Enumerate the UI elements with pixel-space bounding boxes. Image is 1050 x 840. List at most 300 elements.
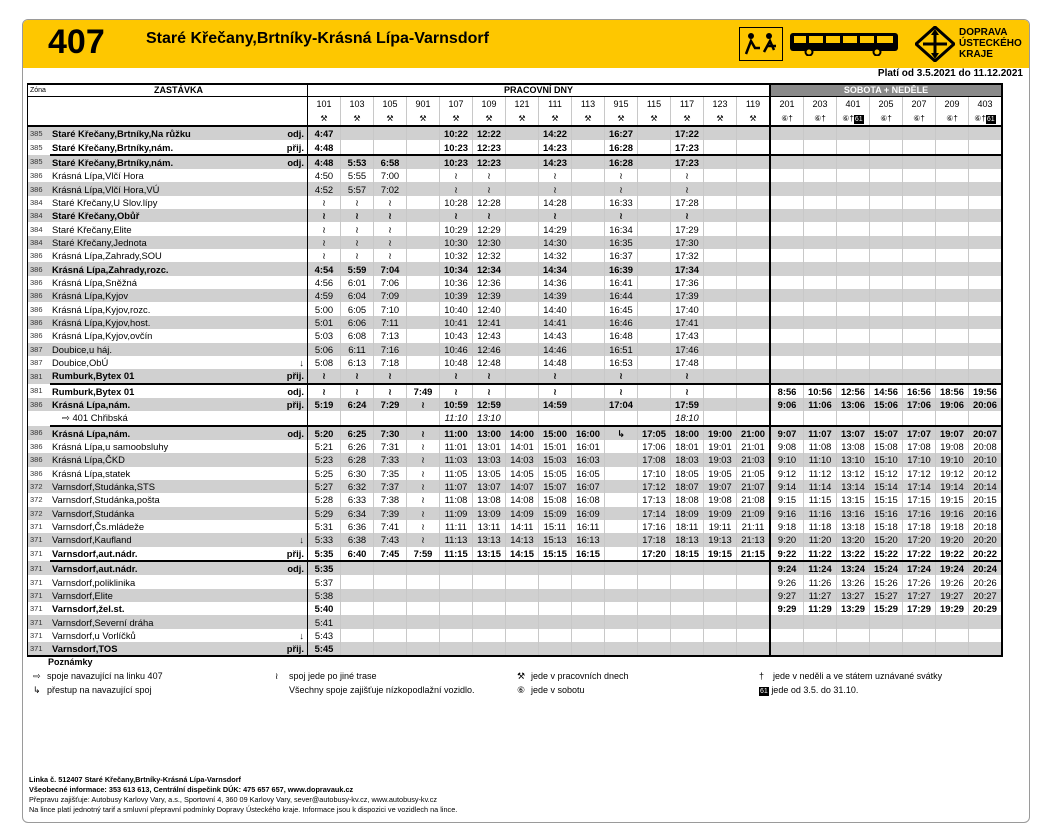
time-cell <box>704 329 737 342</box>
time-cell: 6:01 <box>341 276 374 289</box>
time-cell: ≀ <box>605 182 638 195</box>
time-cell <box>605 561 638 575</box>
time-cell: ≀ <box>374 384 407 398</box>
time-cell <box>407 356 440 369</box>
time-cell: 11:07 <box>804 426 837 440</box>
time-cell: 11:05 <box>440 467 473 480</box>
zone-cell: 387 <box>28 343 51 356</box>
zone-cell: 386 <box>28 440 51 453</box>
time-cell <box>903 615 936 628</box>
trip-number: 111 <box>539 97 572 112</box>
time-cell: 14:23 <box>539 140 572 154</box>
time-cell: 16:05 <box>572 467 605 480</box>
table-row <box>28 480 1003 493</box>
zone-cell: 381 <box>28 369 51 383</box>
time-cell <box>837 615 870 628</box>
arr-dep-label <box>278 453 308 466</box>
time-cell <box>638 302 671 315</box>
time-cell <box>638 411 671 425</box>
trip-number: 401 <box>837 97 870 112</box>
trip-symbol <box>308 111 341 126</box>
time-cell <box>374 575 407 588</box>
time-cell: 17:29 <box>903 602 936 615</box>
time-cell: ≀ <box>341 369 374 383</box>
time-cell: 16:34 <box>605 222 638 235</box>
stop-name: Varnsdorf,Severní dráha <box>50 615 278 628</box>
time-cell: 7:16 <box>374 343 407 356</box>
notes-title: Poznámky <box>48 657 93 667</box>
time-cell <box>407 369 440 383</box>
time-cell <box>969 249 1003 262</box>
time-cell: ≀ <box>308 196 341 209</box>
time-cell <box>704 140 737 154</box>
time-cell <box>704 356 737 369</box>
time-cell: 4:48 <box>308 155 341 169</box>
zone-cell: 371 <box>28 561 51 575</box>
time-cell <box>804 182 837 195</box>
arr-dep-label <box>278 316 308 329</box>
time-cell <box>969 302 1003 315</box>
time-cell <box>870 302 903 315</box>
time-cell: 5:55 <box>341 169 374 182</box>
table-row <box>28 302 1003 315</box>
time-cell: 13:18 <box>837 520 870 533</box>
time-cell <box>506 589 539 602</box>
time-cell: 17:23 <box>671 140 704 154</box>
time-cell <box>572 196 605 209</box>
time-cell <box>572 209 605 222</box>
trip-number: 121 <box>506 97 539 112</box>
arr-dep-label <box>278 520 308 533</box>
arr-dep-label <box>278 302 308 315</box>
time-cell <box>936 411 969 425</box>
time-cell: 16:51 <box>605 343 638 356</box>
header-blank <box>28 97 308 112</box>
time-cell <box>572 561 605 575</box>
time-cell: 10:34 <box>440 262 473 275</box>
arr-dep-label: odj. <box>278 155 308 169</box>
stop-name: Krásná Lípa,statek <box>52 467 131 479</box>
time-cell <box>506 575 539 588</box>
trip-symbol <box>737 111 771 126</box>
stop-name: Varnsdorf,poliklinika <box>52 576 136 588</box>
time-cell <box>506 369 539 383</box>
time-cell: 17:30 <box>671 236 704 249</box>
table-row <box>28 289 1003 302</box>
trip-number: 101 <box>308 97 341 112</box>
table-row <box>28 398 1003 411</box>
time-cell: ≀ <box>407 453 440 466</box>
time-cell <box>969 329 1003 342</box>
time-cell: 6:40 <box>341 547 374 561</box>
time-cell: 11:29 <box>804 602 837 615</box>
time-cell: 11:08 <box>804 440 837 453</box>
time-cell: 11:15 <box>440 547 473 561</box>
time-cell <box>737 236 771 249</box>
time-cell: 17:14 <box>638 507 671 520</box>
time-cell <box>638 140 671 154</box>
time-cell <box>506 615 539 628</box>
time-cell <box>969 642 1003 656</box>
time-cell: 12:48 <box>473 356 506 369</box>
time-cell: 7:29 <box>374 398 407 411</box>
time-cell <box>704 236 737 249</box>
time-cell <box>407 343 440 356</box>
time-cell <box>605 507 638 520</box>
arr-dep-label <box>278 182 308 195</box>
time-cell: 5:25 <box>308 467 341 480</box>
time-cell: 15:27 <box>870 589 903 602</box>
time-cell <box>837 140 870 154</box>
table-row <box>28 426 1003 440</box>
zone-header: Zóna <box>28 84 51 97</box>
time-cell <box>737 302 771 315</box>
arr-dep-label <box>278 411 308 425</box>
time-cell: 7:39 <box>374 507 407 520</box>
time-cell <box>969 615 1003 628</box>
time-cell <box>407 126 440 140</box>
time-cell: ≀ <box>671 384 704 398</box>
time-cell: 18:10 <box>671 411 704 425</box>
time-cell <box>539 589 572 602</box>
time-cell: 9:15 <box>770 493 804 506</box>
time-cell: 16:44 <box>605 289 638 302</box>
time-cell: 7:43 <box>374 533 407 546</box>
zone-cell: 386 <box>28 316 51 329</box>
time-cell <box>572 302 605 315</box>
time-cell: 17:32 <box>671 249 704 262</box>
time-cell <box>903 182 936 195</box>
arr-dep-label <box>278 629 308 642</box>
time-cell: 10:39 <box>440 289 473 302</box>
trip-number: 201 <box>770 97 804 112</box>
trip-symbol <box>837 111 870 126</box>
time-cell <box>770 642 804 656</box>
time-cell <box>704 222 737 235</box>
time-cell <box>341 140 374 154</box>
time-cell: 10:59 <box>440 398 473 411</box>
time-cell <box>804 642 837 656</box>
time-cell: 19:16 <box>936 507 969 520</box>
time-cell <box>969 126 1003 140</box>
time-cell <box>704 182 737 195</box>
header-blank <box>28 111 308 126</box>
time-cell: 10:36 <box>440 276 473 289</box>
time-cell: 19:09 <box>704 507 737 520</box>
time-cell: 11:07 <box>440 480 473 493</box>
time-cell: 5:28 <box>308 493 341 506</box>
time-cell: 6:26 <box>341 440 374 453</box>
time-cell <box>506 642 539 656</box>
legend-connection: ⇨ spoje navazující na linku 407 <box>33 671 163 681</box>
time-cell <box>804 356 837 369</box>
zone-cell: 386 <box>28 426 51 440</box>
time-cell: 10:30 <box>440 236 473 249</box>
time-cell <box>473 602 506 615</box>
stop-name: Varnsdorf,aut.nádr. <box>52 547 138 559</box>
stop-name: Krásná Lípa,u samoobsluhy <box>52 441 169 453</box>
bus-icon <box>789 32 901 61</box>
trip-number: 901 <box>407 97 440 112</box>
time-cell: 19:06 <box>936 398 969 411</box>
time-cell <box>638 249 671 262</box>
arr-dep-label <box>278 209 308 222</box>
time-cell: 16:33 <box>605 196 638 209</box>
time-cell <box>770 629 804 642</box>
time-cell: 14:15 <box>506 547 539 561</box>
time-cell: 17:59 <box>671 398 704 411</box>
time-cell <box>407 561 440 575</box>
time-cell <box>506 140 539 154</box>
trip-number: 205 <box>870 97 903 112</box>
time-cell <box>638 384 671 398</box>
time-cell: 17:22 <box>903 547 936 561</box>
time-cell <box>804 222 837 235</box>
arr-dep-label <box>278 480 308 493</box>
trip-symbol <box>440 111 473 126</box>
time-cell: 20:07 <box>969 426 1003 440</box>
time-cell <box>737 196 771 209</box>
accessibility-icon <box>739 27 783 61</box>
time-cell: 17:26 <box>903 575 936 588</box>
stop-name: Staré Křečany,Jednota <box>50 236 278 249</box>
trip-number: 107 <box>440 97 473 112</box>
time-cell <box>737 329 771 342</box>
time-cell <box>506 236 539 249</box>
time-cell <box>572 411 605 425</box>
arr-dep-label: přij. <box>278 140 308 154</box>
time-cell <box>638 209 671 222</box>
time-cell: ≀ <box>374 369 407 383</box>
trip-number: 113 <box>572 97 605 112</box>
time-cell: 19:08 <box>936 440 969 453</box>
time-cell: 7:45 <box>374 547 407 561</box>
time-cell <box>737 561 771 575</box>
time-cell <box>969 140 1003 154</box>
time-cell <box>440 575 473 588</box>
stop-name: Krásná Lípa,nám. <box>50 398 278 411</box>
trip-number: 123 <box>704 97 737 112</box>
time-cell <box>638 629 671 642</box>
stop-name: Varnsdorf,Kaufland <box>50 533 278 546</box>
time-cell <box>341 589 374 602</box>
route-title: Staré Křečany,Brtníky-Krásná Lípa-Varnsdorf <box>146 30 489 47</box>
time-cell <box>804 615 837 628</box>
time-cell: 10:28 <box>440 196 473 209</box>
time-cell: 5:40 <box>308 602 341 615</box>
time-cell: 14:56 <box>870 384 903 398</box>
time-cell: 7:38 <box>374 493 407 506</box>
season-icon: 61 <box>854 115 863 123</box>
time-cell: 5:37 <box>308 575 341 588</box>
time-cell <box>440 629 473 642</box>
time-cell: 12:30 <box>473 236 506 249</box>
time-cell <box>638 196 671 209</box>
time-cell <box>341 629 374 642</box>
time-cell <box>903 169 936 182</box>
time-cell: 17:28 <box>671 196 704 209</box>
legend-sunday: † jede v neděli a ve státem uznávané svátky <box>759 671 943 681</box>
time-cell: ≀ <box>308 222 341 235</box>
table-row <box>28 642 1003 656</box>
time-cell <box>770 615 804 628</box>
time-cell <box>903 222 936 235</box>
trip-number: 403 <box>969 97 1003 112</box>
time-cell <box>737 140 771 154</box>
time-cell: 19:26 <box>936 575 969 588</box>
time-cell <box>407 302 440 315</box>
time-cell: 15:07 <box>870 426 903 440</box>
time-cell <box>440 615 473 628</box>
time-cell: ≀ <box>308 369 341 383</box>
time-cell <box>969 369 1003 383</box>
time-cell <box>870 236 903 249</box>
time-cell <box>770 302 804 315</box>
time-cell: 18:11 <box>671 520 704 533</box>
time-cell <box>770 236 804 249</box>
time-cell: 17:06 <box>903 398 936 411</box>
timetable-sheet <box>22 19 1030 823</box>
time-cell: ≀ <box>308 249 341 262</box>
time-cell: 9:18 <box>770 520 804 533</box>
trip-number: 115 <box>638 97 671 112</box>
time-cell: 7:59 <box>407 547 440 561</box>
time-cell: 7:10 <box>374 302 407 315</box>
time-cell: 6:04 <box>341 289 374 302</box>
time-cell: 21:05 <box>737 467 771 480</box>
trip-number: 209 <box>936 97 969 112</box>
trip-symbol <box>638 111 671 126</box>
time-cell <box>903 155 936 169</box>
time-cell <box>473 575 506 588</box>
stop-name: Varnsdorf,Studánka,pošta <box>52 494 160 506</box>
stop-name: Krásná Lípa,Zahrady,SOU <box>52 250 162 262</box>
time-cell <box>870 140 903 154</box>
trip-symbol <box>870 111 903 126</box>
time-cell: ≀ <box>341 209 374 222</box>
time-cell <box>770 262 804 275</box>
time-cell <box>407 589 440 602</box>
trip-number: 103 <box>341 97 374 112</box>
time-cell <box>341 602 374 615</box>
time-cell <box>870 343 903 356</box>
time-cell <box>837 169 870 182</box>
time-cell <box>638 589 671 602</box>
time-cell: 10:46 <box>440 343 473 356</box>
time-cell: 12:39 <box>473 289 506 302</box>
arr-dep-label: přij. <box>278 369 308 383</box>
table-row <box>28 169 1003 182</box>
time-cell <box>440 561 473 575</box>
time-cell <box>870 249 903 262</box>
time-cell <box>671 575 704 588</box>
time-cell: 10:56 <box>804 384 837 398</box>
time-cell: 14:08 <box>506 493 539 506</box>
time-cell <box>903 126 936 140</box>
time-cell <box>341 615 374 628</box>
time-cell: 18:01 <box>671 440 704 453</box>
time-cell: ≀ <box>671 182 704 195</box>
time-cell: ≀ <box>341 384 374 398</box>
time-cell: 5:35 <box>308 547 341 561</box>
zone-cell: 372 <box>28 493 51 506</box>
time-cell <box>837 126 870 140</box>
time-cell: 12:36 <box>473 276 506 289</box>
time-cell: 7:02 <box>374 182 407 195</box>
time-cell: 17:20 <box>638 547 671 561</box>
time-cell <box>638 316 671 329</box>
workday-icon: ⚒ <box>386 113 394 123</box>
time-cell: 18:03 <box>671 453 704 466</box>
time-cell: 16:27 <box>605 126 638 140</box>
time-cell: ≀ <box>605 384 638 398</box>
time-cell: 16:13 <box>572 533 605 546</box>
time-cell: 14:34 <box>539 262 572 275</box>
time-cell <box>440 589 473 602</box>
time-cell <box>671 642 704 656</box>
time-cell <box>605 453 638 466</box>
time-cell <box>374 629 407 642</box>
time-cell: 9:27 <box>770 589 804 602</box>
time-cell <box>638 169 671 182</box>
time-cell <box>572 169 605 182</box>
time-cell <box>407 615 440 628</box>
time-cell <box>506 182 539 195</box>
time-cell <box>374 126 407 140</box>
time-cell: 7:30 <box>374 426 407 440</box>
zone-cell: 385 <box>28 140 51 154</box>
time-cell <box>737 384 771 398</box>
time-cell: 17:43 <box>671 329 704 342</box>
time-cell: 18:07 <box>671 480 704 493</box>
table-row <box>28 262 1003 275</box>
time-cell: 16:11 <box>572 520 605 533</box>
time-cell <box>539 575 572 588</box>
time-cell: 6:08 <box>341 329 374 342</box>
time-cell: 6:38 <box>341 533 374 546</box>
time-cell: ≀ <box>407 398 440 411</box>
arr-dep-label <box>278 589 308 602</box>
time-cell <box>903 236 936 249</box>
time-cell: 19:18 <box>936 520 969 533</box>
time-cell: 20:18 <box>969 520 1003 533</box>
time-cell <box>804 629 837 642</box>
workday-icon: ⚒ <box>650 113 658 123</box>
time-cell <box>936 289 969 302</box>
time-cell: 19:07 <box>704 480 737 493</box>
zone-cell: 371 <box>28 642 51 656</box>
time-cell <box>770 140 804 154</box>
time-cell <box>936 276 969 289</box>
time-cell <box>837 642 870 656</box>
table-row <box>28 629 1003 642</box>
time-cell <box>870 615 903 628</box>
workday-icon: ⚒ <box>452 113 460 123</box>
table-row <box>28 356 1003 369</box>
time-cell <box>407 629 440 642</box>
time-cell <box>737 182 771 195</box>
validity-text: Platí od 3.5.2021 do 11.12.2021 <box>877 68 1023 79</box>
time-cell <box>936 140 969 154</box>
time-cell: 13:14 <box>837 480 870 493</box>
arr-dep-label <box>278 262 308 275</box>
time-cell: 14:05 <box>506 467 539 480</box>
time-cell <box>936 155 969 169</box>
time-cell: 5:00 <box>308 302 341 315</box>
time-cell: 11:01 <box>440 440 473 453</box>
time-cell: 16:28 <box>605 140 638 154</box>
stop-name: Krásná Lípa,Zahrady,rozc. <box>50 262 278 275</box>
